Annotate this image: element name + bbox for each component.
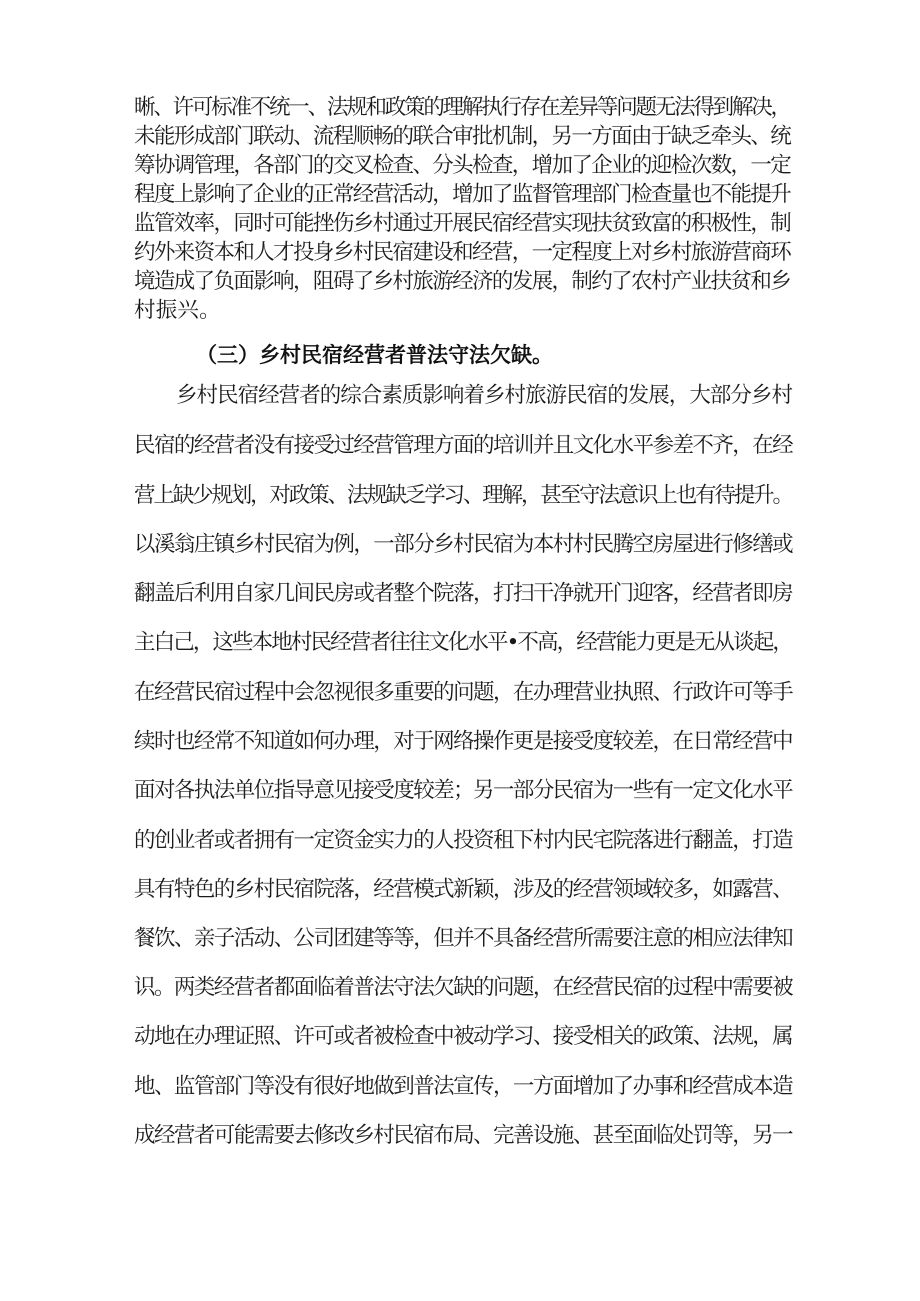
section-heading: （三）乡村民宿经营者普法守法欠缺。 [196,343,553,367]
text-line: 动地在办理证照、许可或者被检查中被动学习、接受相关的政策、法规，属 [134,1024,793,1049]
paragraph-end-line: 村振兴。 [134,298,221,323]
text-line: 成经营者可能需要去修改乡村民宿布局、完善设施、甚至面临处罚等，另一 [134,1123,793,1148]
text-line: 面对各执法单位指导意见接受度较差；另一部分民宿为一些有一定文化水平 [134,778,793,803]
text-line: 在经营民宿过程中会忽视很多重要的问题，在办理营业执照、行政许可等手 [134,680,793,705]
text-line: 监管效率，同时可能挫伤乡村通过开展民宿经营实现扶贫致富的积极性，制 [134,211,791,236]
text-line: 未能形成部门联动、流程顺畅的联合审批机制，另一方面由于缺乏牵头、统 [134,124,791,149]
text-line: 晰、许可标准不统一、法规和政策的理解执行存在差异等问题无法得到解决， [134,95,790,120]
text-line: 翻盖后利用自家几间民房或者整个院落，打扫干净就开门迎客，经营者即房 [134,581,793,606]
text-line: 餐饮、亲子活动、公司团建等等，但并不具备经营所需要注意的相应法律知 [134,926,793,951]
text-line: 程度上影响了企业的正常经营活动，增加了监督管理部门检查量也不能提升 [134,182,791,207]
text-line: 筹协调管理，各部门的交叉检查、分头检查，增加了企业的迎检次数，一定 [134,153,791,178]
text-line: 民宿的经营者没有接受过经营管理方面的培训并且文化水平参差不齐，在经 [134,433,793,458]
text-line: 营上缺少规划，对政策、法规缺乏学习、理解，甚至守法意识上也有待提升。 [134,483,792,508]
text-line: 约外来资本和人才投身乡村民宿建设和经营，一定程度上对乡村旅游营商环 [134,240,791,265]
text-line: 续时也经常不知道如何办理，对于网络操作更是接受度较差，在日常经营中 [134,729,793,754]
text-line: 以溪翁庄镇乡村民宿为例，一部分乡村民宿为本村村民腾空房屋进行修缮或 [134,532,793,557]
text-line: 的创业者或者拥有一定资金实力的人投资租下村内民宅院落进行翻盖，打造 [134,828,793,853]
text-line: 主白己，这些本地村民经营者往往文化水平•不高，经营能力更是无从谈起， [134,630,792,655]
text-line: 识。两类经营者都面临着普法守法欠缺的问题，在经营民宿的过程中需要被 [134,975,793,1000]
text-line: 地、监管部门等没有很好地做到普法宣传，一方面增加了办事和经营成本造 [134,1074,793,1099]
text-line: 具有特色的乡村民宿院落，经营模式新颖，涉及的经营领域较多，如露营、 [134,877,793,902]
text-line: 乡村民宿经营者的综合素质影响着乡村旅游民宿的发展，大部分乡村 [176,383,793,408]
text-line: 境造成了负面影响，阻碍了乡村旅游经济的发展，制约了农村产业扶贫和乡 [134,269,791,294]
